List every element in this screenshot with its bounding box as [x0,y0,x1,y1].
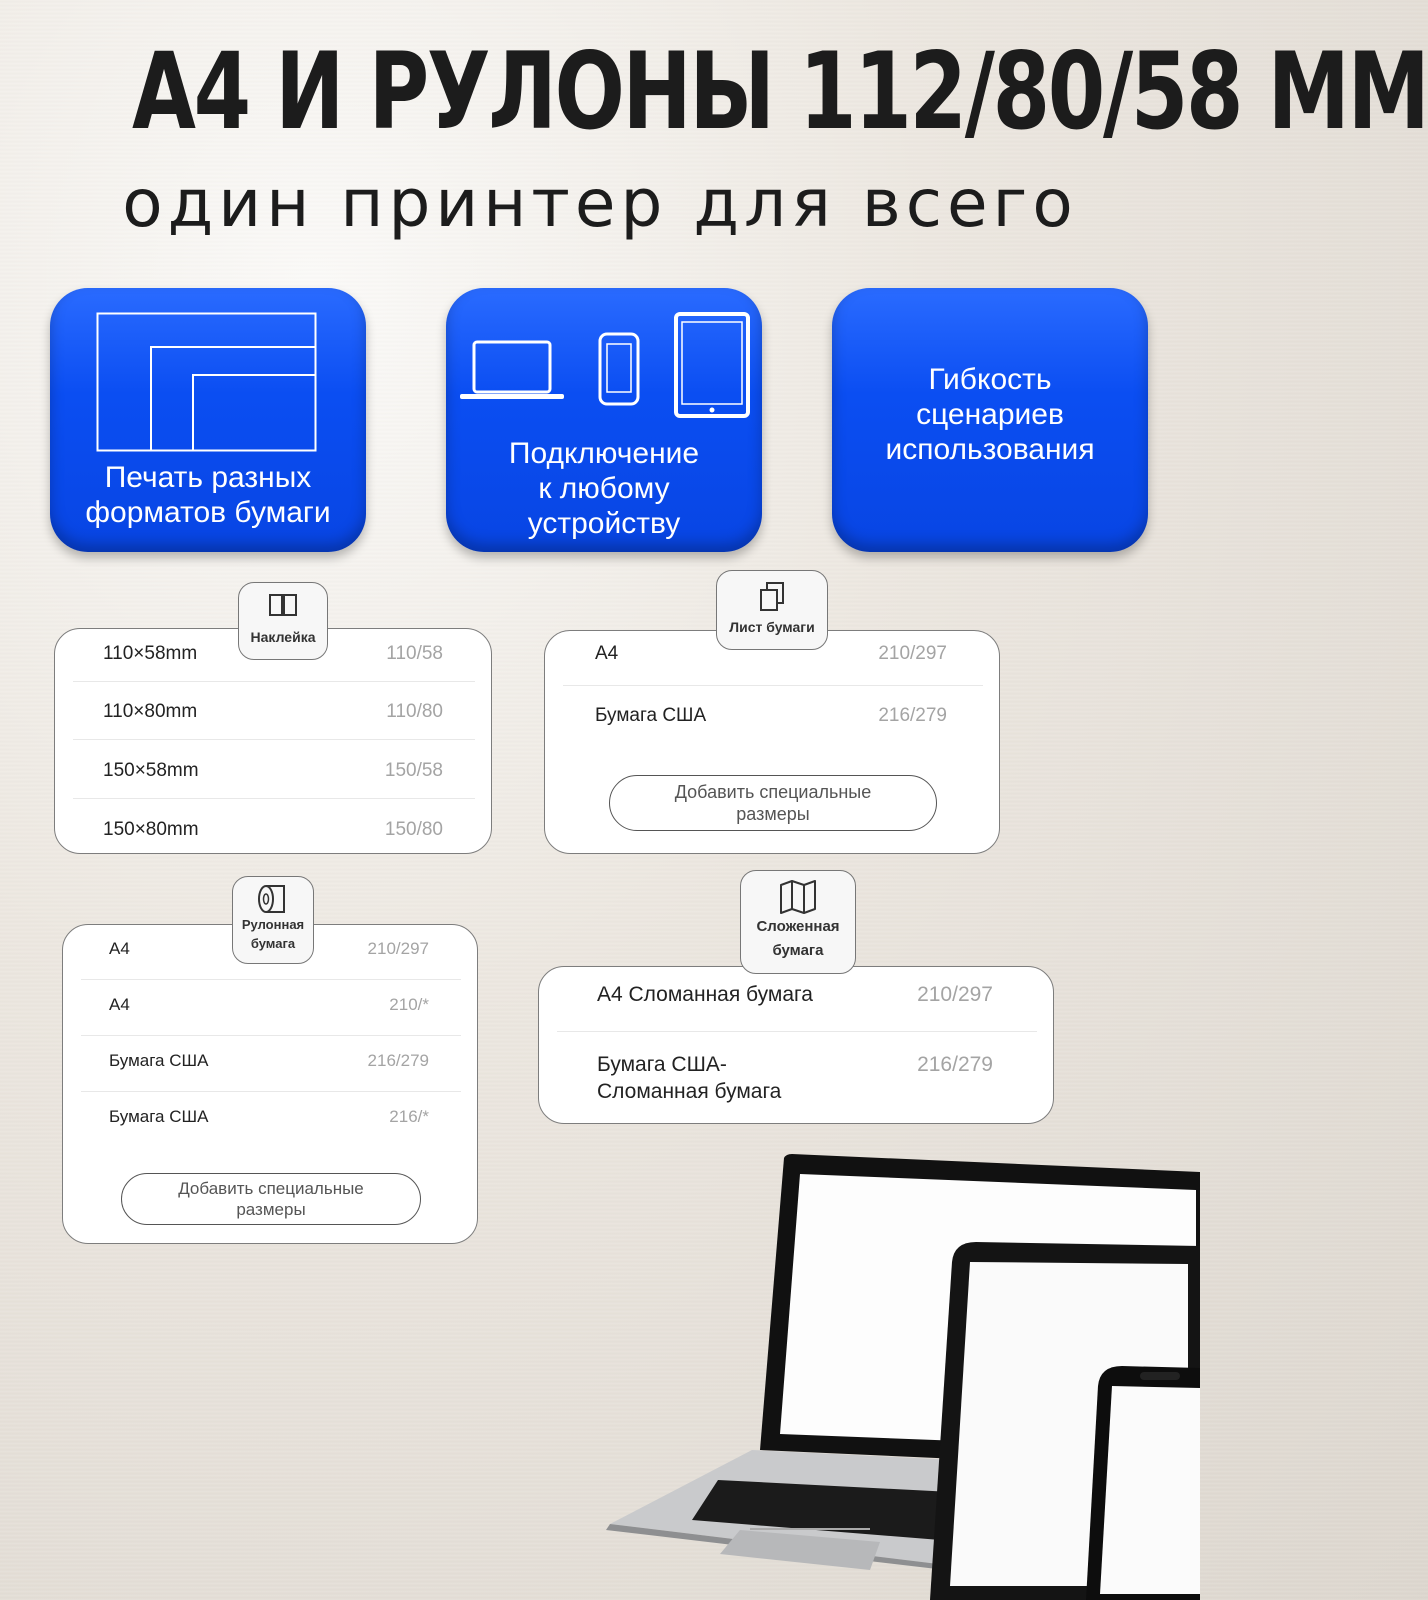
add-custom-size-button[interactable] [121,1173,421,1225]
size-value: 210/297 [917,983,993,1006]
size-value: 110/80 [386,701,443,722]
feature-label: Подключение [508,437,700,470]
feature-label: форматов бумаги [85,496,331,529]
size-value: 210/* [389,995,429,1014]
size-name: A4 [109,995,130,1014]
list-item[interactable] [81,995,461,1023]
list-item[interactable] [557,1051,1037,1107]
size-value: 150/80 [384,819,443,840]
sticker-tag [238,582,328,660]
feature-label: устройству [527,507,681,540]
divider [73,739,475,740]
tag-label: бумага [250,936,296,951]
button-label: Добавить специальные [674,782,872,802]
size-value: 110/58 [386,643,443,664]
list-item[interactable] [557,983,1037,1013]
size-name: 150×80mm [103,819,199,840]
feature-label: Гибкость [928,363,1052,396]
page-subtitle: один принтер для всего [122,165,1078,242]
tag-label: Лист бумаги [729,619,815,635]
folded-tag [740,870,856,974]
size-name: 110×80mm [103,701,198,722]
roll-tag [232,876,314,964]
copy-pages-icon [757,581,787,613]
tag-label: Рулонная [241,917,305,932]
size-name-line: Бумага США- [597,1053,727,1076]
tag-label: бумага [772,942,824,959]
size-name: A4 Сломанная бумага [597,983,813,1006]
size-value: 210/297 [367,939,429,958]
divider [563,685,983,686]
folded-map-icon [778,879,818,915]
feature-label: Печать разных [104,461,312,494]
feature-label: сценариев [916,398,1064,431]
size-name: A4 [595,643,619,664]
size-value: 150/58 [384,760,443,781]
folded-sizes-card [538,966,1054,1124]
size-name: 110×58mm [103,643,198,664]
sheet-tag [716,570,828,650]
add-custom-size-button[interactable] [609,775,937,831]
size-name: A4 [109,939,130,958]
feature-paper-formats [50,288,366,552]
divider [73,798,475,799]
feature-flexibility [832,288,1148,552]
page-title: А4 И РУЛОНЫ 112/80/58 ММ [132,30,1428,153]
feature-label: использования [885,433,1095,466]
size-name-line: Сломанная бумага [597,1080,782,1103]
list-item[interactable] [563,705,983,735]
list-item[interactable] [73,701,475,731]
tag-label: Наклейка [250,629,316,645]
button-label: размеры [236,1200,306,1219]
list-item[interactable] [81,1051,461,1079]
sheet-sizes-card [544,630,1000,854]
paper-roll-icon [256,883,290,915]
size-value: 216/279 [367,1051,429,1070]
divider [557,1031,1037,1032]
size-name: Бумага США [109,1051,209,1070]
tag-label: Сложенная [756,918,840,935]
divider [81,1091,461,1092]
paper-sizes-icon [96,312,318,454]
list-item[interactable] [81,1107,461,1135]
feature-connect-devices [446,288,762,552]
roll-sizes-card [62,924,478,1244]
size-value: 216/279 [878,705,947,726]
size-name [597,1051,781,1105]
size-value: 216/279 [917,1053,993,1076]
size-name: Бумага США [109,1107,209,1126]
list-item[interactable] [73,819,475,849]
size-value: 216/* [389,1107,429,1126]
devices-icon [460,312,752,422]
button-label: размеры [736,804,810,824]
devices-illustration [600,1150,1200,1600]
size-name: 150×58mm [103,760,199,781]
book-open-icon [268,593,298,619]
button-label: Добавить специальные [178,1179,364,1198]
feature-label: к любому [538,472,670,505]
list-item[interactable] [73,760,475,790]
divider [81,1035,461,1036]
sticker-sizes-card [54,628,492,854]
divider [73,681,475,682]
size-name: Бумага США [595,705,707,726]
divider [81,979,461,980]
size-value: 210/297 [878,643,947,664]
